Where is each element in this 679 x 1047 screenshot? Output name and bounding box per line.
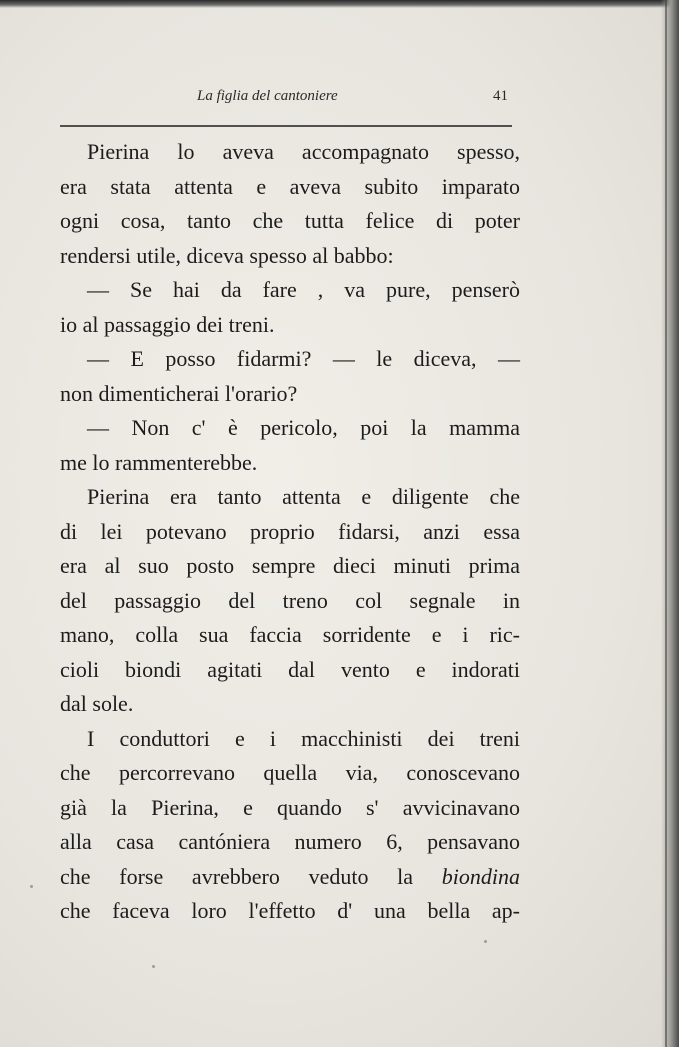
text-line: del passaggio del treno col segnale in — [60, 587, 520, 613]
paper-speck — [152, 965, 155, 968]
running-header — [60, 88, 508, 110]
header-title: La figlia del cantoniere — [197, 88, 338, 104]
page-top-shadow — [0, 0, 679, 8]
text-line: dal sole. — [60, 691, 134, 716]
dialogue-line: — E posso fidarmi? — le diceva, — — [87, 346, 520, 371]
dialogue-line: — Se hai da fare , va pure, penserò — [87, 277, 520, 302]
italic-word: biondina — [441, 863, 520, 889]
paper-speck — [484, 940, 487, 943]
text-line: che percorrevano quella via, conoscevano — [60, 760, 520, 785]
text-segment: che forse avrebbero veduto la — [60, 863, 414, 889]
text-line: Pierina era tanto attenta e diligente che — [87, 484, 520, 509]
text-line: era stata attenta e aveva subito imparato — [60, 173, 520, 199]
text-line: I conduttori e i macchinisti dei treni — [87, 725, 520, 751]
paper-speck — [30, 885, 33, 888]
dialogue-line: — Non c' è pericolo, poi la mamma — [87, 415, 520, 440]
text-line: me lo rammenterebbe. — [60, 449, 258, 475]
text-line: già la Pierina, e quando s' avvicinavano — [60, 794, 520, 820]
text-line: cioli biondi agitati dal vento e indorati — [60, 656, 520, 682]
text-line: di lei potevano proprio fidarsi, anzi essa — [60, 518, 520, 544]
text-line: Pierina lo aveva accompagnato spesso, — [87, 139, 520, 164]
text-line: rendersi utile, diceva spesso al babbo: — [60, 242, 394, 268]
text-line: io al passaggio dei treni. — [60, 311, 275, 337]
page-edge-line — [665, 0, 667, 1047]
body-text — [60, 135, 520, 929]
text-line: mano, colla sua faccia sorridente e i ric- — [60, 622, 520, 647]
text-line-with-italic — [60, 860, 520, 895]
page-number: 41 — [493, 88, 508, 104]
page-binding-shadow — [661, 0, 679, 1047]
text-line: che faceva loro l'effetto d' una bella ap- — [60, 898, 520, 923]
text-line: era al suo posto sempre dieci minuti prima — [60, 553, 520, 578]
text-line: non dimenticherai l'orario? — [60, 380, 298, 406]
text-line: alla casa cantóniera numero 6, pensavano — [60, 829, 520, 854]
header-rule — [60, 125, 512, 127]
text-line: ogni cosa, tanto che tutta felice di poter — [60, 208, 520, 233]
